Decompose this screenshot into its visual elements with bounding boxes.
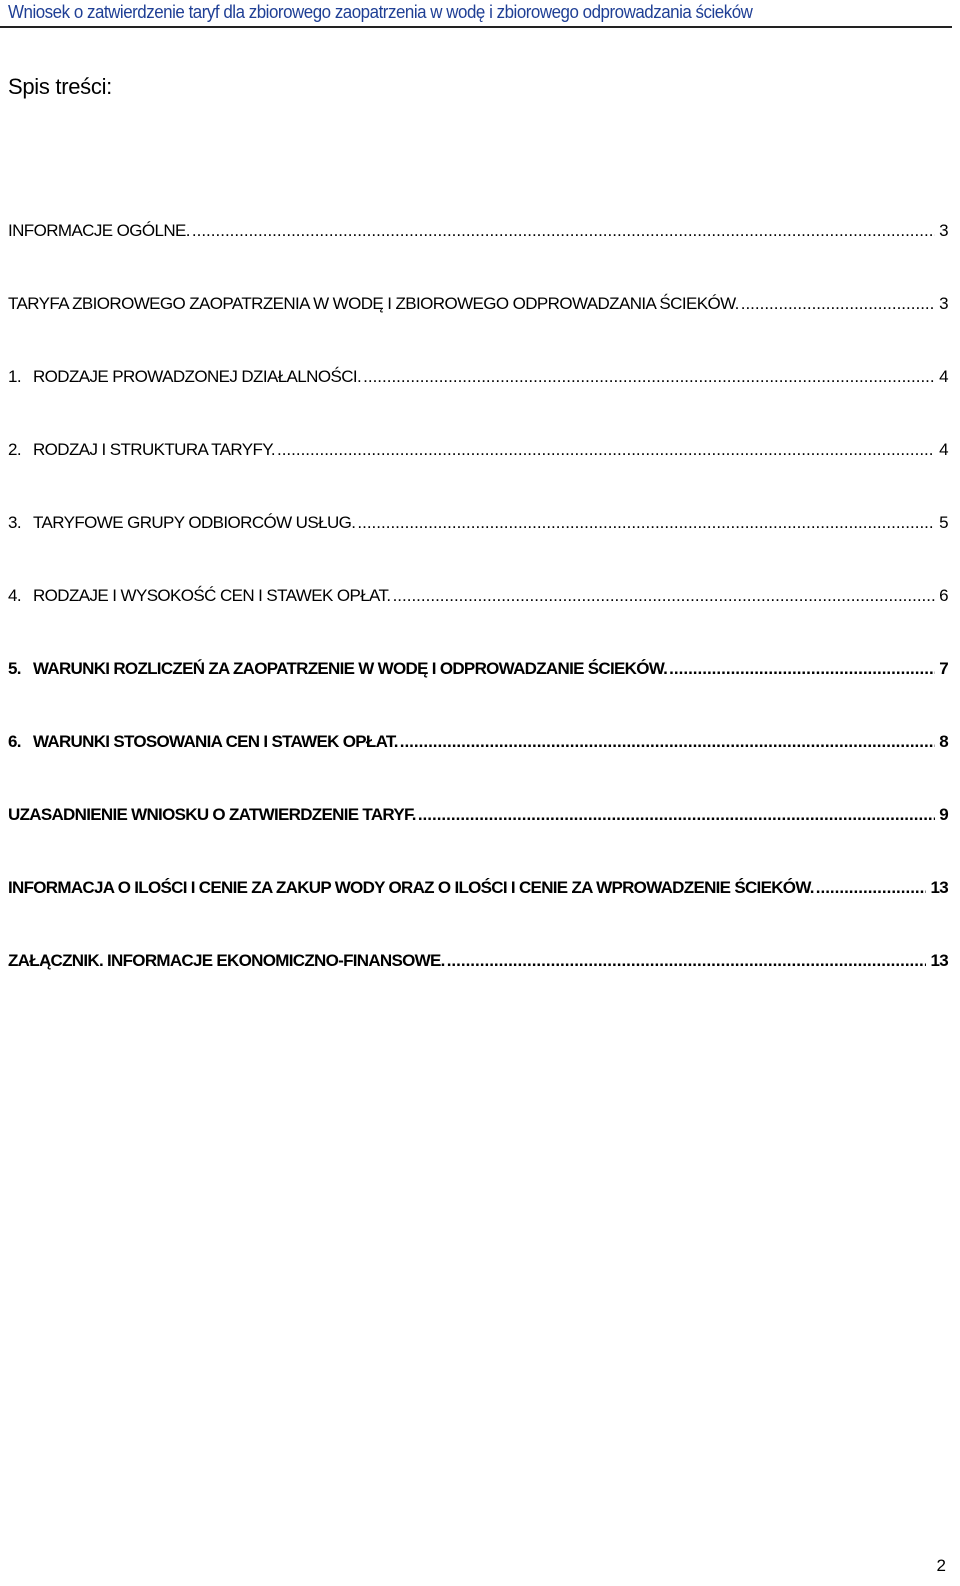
toc-entry-number: 2. bbox=[8, 440, 21, 459]
toc-entry-page: 4 bbox=[939, 367, 948, 386]
toc-title: Spis treści: bbox=[8, 74, 112, 99]
toc-entry-label: RODZAJ I STRUKTURA TARYFY. bbox=[33, 440, 275, 459]
toc-entry-page: 3 bbox=[939, 221, 948, 240]
page-number: 2 bbox=[936, 1556, 946, 1575]
toc-entry-leader bbox=[741, 293, 935, 315]
toc-entry-label: ZAŁĄCZNIK. INFORMACJE EKONOMICZNO-FINANSOWE. bbox=[8, 951, 445, 970]
toc-entry-leader bbox=[400, 731, 936, 753]
toc-entry-label: WARUNKI ROZLICZEŃ ZA ZAOPATRZENIE W WODĘ I ODPROWADZANIE ŚCIEKÓW. bbox=[33, 659, 668, 678]
toc-entry[interactable] bbox=[8, 804, 948, 826]
toc-entry-page: 8 bbox=[939, 732, 948, 751]
toc-entry-label: RODZAJE PROWADZONEJ DZIAŁALNOŚCI. bbox=[33, 367, 362, 386]
toc-entry-leader bbox=[418, 804, 935, 826]
toc-entry-number: 3. bbox=[8, 513, 21, 532]
toc-entry[interactable] bbox=[8, 877, 948, 899]
toc-entry-page: 5 bbox=[939, 513, 948, 532]
toc-entry[interactable] bbox=[8, 658, 948, 680]
toc-entry-label: WARUNKI STOSOWANIA CEN I STAWEK OPŁAT. bbox=[33, 732, 398, 751]
toc-entry-label: RODZAJE I WYSOKOŚĆ CEN I STAWEK OPŁAT. bbox=[33, 586, 391, 605]
toc-entry-page: 4 bbox=[939, 440, 948, 459]
toc-entry-page: 3 bbox=[939, 294, 948, 313]
toc-entry-leader bbox=[192, 220, 935, 242]
running-header: Wniosek o zatwierdzenie taryf dla zbiorowego zaopatrzenia w wodę i zbiorowego odprowadzania ścieków bbox=[8, 2, 753, 22]
toc-entry-label: INFORMACJA O ILOŚCI I CENIE ZA ZAKUP WODY ORAZ O ILOŚCI I CENIE ZA WPROWADZENIE ŚCIEKÓW. bbox=[8, 878, 814, 897]
toc-entry-number: 5. bbox=[8, 659, 21, 678]
toc-entry-number: 1. bbox=[8, 367, 21, 386]
header-rule bbox=[0, 26, 952, 28]
toc-entry[interactable] bbox=[8, 220, 948, 242]
toc-entry-leader bbox=[363, 366, 935, 388]
toc-entry-label: TARYFOWE GRUPY ODBIORCÓW USŁUG. bbox=[33, 513, 356, 532]
toc-entry-label: UZASADNIENIE WNIOSKU O ZATWIERDZENIE TARYF. bbox=[8, 805, 416, 824]
toc-entry-number: 6. bbox=[8, 732, 21, 751]
toc-entry[interactable] bbox=[8, 366, 948, 388]
toc-entry-leader bbox=[816, 877, 927, 899]
toc-entry-page: 6 bbox=[939, 586, 948, 605]
toc-entry-leader bbox=[393, 585, 936, 607]
toc-entry-leader bbox=[447, 950, 927, 972]
toc-entry[interactable] bbox=[8, 950, 948, 972]
toc-entry-label: INFORMACJE OGÓLNE. bbox=[8, 221, 190, 240]
toc-entry-page: 13 bbox=[930, 878, 948, 897]
toc-entry-page: 9 bbox=[939, 805, 948, 824]
toc-entry[interactable] bbox=[8, 512, 948, 534]
toc-entry-number: 4. bbox=[8, 586, 21, 605]
toc-entry-page: 13 bbox=[930, 951, 948, 970]
toc-entry[interactable] bbox=[8, 731, 948, 753]
toc-entry[interactable] bbox=[8, 439, 948, 461]
toc-entry-label: TARYFA ZBIOROWEGO ZAOPATRZENIA W WODĘ I ZBIOROWEGO ODPROWADZANIA ŚCIEKÓW. bbox=[8, 294, 739, 313]
toc-entry[interactable] bbox=[8, 585, 948, 607]
toc-entry-leader bbox=[277, 439, 935, 461]
toc-entry-leader bbox=[669, 658, 935, 680]
toc-entry-page: 7 bbox=[939, 659, 948, 678]
toc-entry-leader bbox=[357, 512, 935, 534]
toc-entry[interactable] bbox=[8, 293, 948, 315]
